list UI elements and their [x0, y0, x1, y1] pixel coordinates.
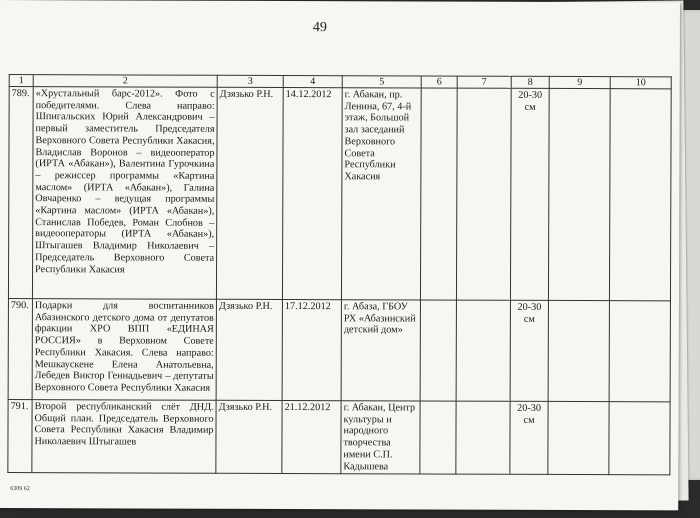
empty-cell	[420, 401, 456, 474]
row-number: 790.	[8, 299, 32, 400]
photo-size: 20-30 см	[510, 88, 549, 300]
photo-date: 17.12.2012	[282, 299, 341, 400]
photo-size: 20-30 см	[510, 401, 548, 474]
empty-cell	[420, 88, 457, 300]
table-row	[8, 87, 671, 301]
empty-cell	[420, 300, 456, 401]
empty-cell	[609, 402, 670, 475]
empty-cell	[456, 88, 511, 300]
column-header: 1	[9, 75, 33, 87]
row-number: 789.	[8, 87, 33, 299]
empty-cell	[548, 88, 610, 300]
photo-size: 20-30 см	[510, 300, 548, 401]
photo-description: «Хрустальный барс-2012». Фото с победителями. Слева направо: Шпигальских Юрий Александрович – первый заместитель Председателя Верховного Совета Республики Хакасия, Владислав Воронов – видеооператор (ИРТА «Абакан»), Валентина Гурочкина – режиссер программы «Картина маслом» (ИРТА «Абакан»), Галина Овчаренко – ведущая программы «Картина маслом» (ИРТА «Абакан»), Станислав Победев, Роман Слобнов – видеооператоры (ИРТА «Абакан»), Штыгашев Владимир Николаевич – Председатель Верховного Совета Республики Хакасия	[32, 87, 217, 300]
empty-cell	[456, 401, 510, 474]
photo-place: г. Абаза, ГБОУ РХ «Абазинский детский дом»	[341, 300, 420, 401]
photo-date: 14.12.2012	[282, 87, 342, 299]
empty-cell	[548, 401, 609, 474]
column-header: 5	[342, 76, 421, 88]
column-header: 8	[511, 76, 549, 88]
empty-cell	[609, 301, 670, 402]
column-header: 7	[457, 76, 511, 88]
table-row	[8, 400, 670, 476]
column-header: 9	[549, 76, 610, 88]
photo-place: г. Абакан, пр. Ленина, 67, 4-й этаж, Большой зал заседаний Верховного Совета Республики Хакасия	[341, 88, 421, 300]
column-header: 10	[610, 77, 671, 89]
photo-place: г. Абакан, Центр культуры и народного творчества имени С.П. Кадышева	[341, 401, 420, 474]
register-table	[7, 74, 671, 476]
row-number: 791.	[8, 400, 32, 473]
column-header: 6	[421, 76, 457, 88]
empty-cell	[456, 300, 510, 401]
empty-cell	[548, 300, 609, 401]
photo-date: 21.12.2012	[282, 400, 341, 473]
photo-author: Дзязько Р.Н.	[216, 299, 282, 400]
column-header: 4	[283, 75, 342, 87]
table-row	[8, 299, 670, 402]
photo-description: Подарки для воспитанников Абазинского детского дома от депутатов фракции ХРО ВПП «ЕДИНАЯ РОССИЯ» в Верховном Совете Республики Хакасия. Слева направо: Мешкаускене Елена Анатольевна, Лебедев Виктор Геннадьевич – депутаты Верховного Совета Республики Хакасия	[32, 299, 216, 401]
photo-author: Дзязько Р.Н.	[216, 87, 283, 299]
page-number: 49	[312, 20, 327, 36]
photo-description: Второй республиканский слёт ДНД. Общий план. Председатель Верховного Совета Республики Хакасия Владимир Николаевич Штыгашев	[32, 400, 216, 474]
photo-author: Дзязько Р.Н.	[216, 400, 282, 473]
empty-cell	[609, 89, 671, 301]
column-header: 2	[33, 75, 217, 88]
column-header: 3	[217, 75, 283, 87]
footer-code: 6309 62	[10, 486, 30, 493]
